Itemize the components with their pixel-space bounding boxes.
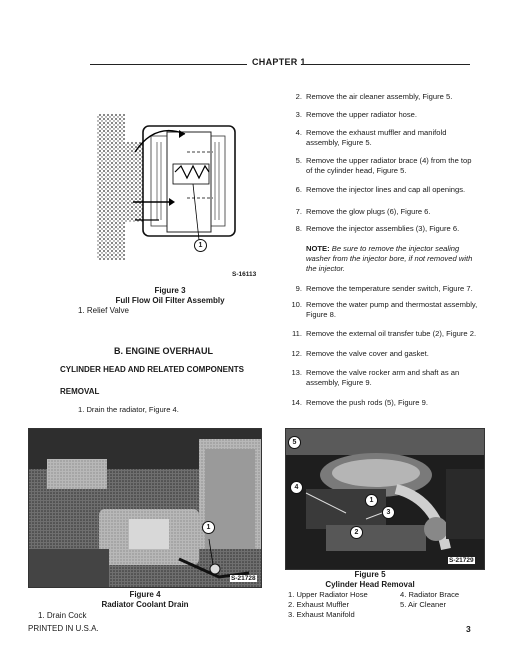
- oil-filter-drawing: [95, 102, 245, 260]
- figure4-callout-1: 1: [202, 521, 215, 534]
- note-text: Be sure to remove the injector sealing washer from the injector bore, if not removed with the injector.: [306, 244, 473, 273]
- figure3-illustration: [95, 102, 245, 260]
- figure5-callout-1: 1: [365, 494, 378, 507]
- figure4-title: Figure 4: [129, 590, 161, 599]
- figure4-subtitle: Radiator Coolant Drain: [101, 600, 189, 609]
- figure5-legend: [288, 590, 488, 622]
- figure5-callout-2: 2: [350, 526, 363, 539]
- figure5-photo: [285, 428, 485, 570]
- figure3-legend: 1. Relief Valve: [78, 306, 129, 315]
- figure5-title: Figure 5: [354, 570, 386, 579]
- step-13: 13. Remove the valve rocker arm and shaft as an assembly, Figure 9.: [291, 368, 460, 387]
- step-10: 10. Remove the water pump and thermostat assembly, Figure 8.: [291, 300, 478, 319]
- injector-note: [306, 244, 478, 274]
- figure4-legend: 1. Drain Cock: [38, 611, 87, 620]
- step-3: 3. Remove the upper radiator hose.: [295, 110, 418, 119]
- subsection-heading: CYLINDER HEAD AND RELATED COMPONENTS: [60, 365, 245, 374]
- step-6: 6. Remove the injector lines and cap all openings.: [295, 185, 466, 194]
- step-4: 4. Remove the exhaust muffler and manifold assembly, Figure 5.: [295, 128, 447, 147]
- figure4-ref: S-21728: [231, 575, 256, 582]
- figure5-legend-5: 5. Air Cleaner: [400, 600, 447, 609]
- step-9: 9. Remove the temperature sender switch, Figure 7.: [295, 284, 473, 293]
- section-heading: B. ENGINE OVERHAUL: [114, 346, 214, 356]
- figure5-legend-1: 1. Upper Radiator Hose: [288, 590, 368, 599]
- page-number: 3: [466, 624, 471, 634]
- removal-heading: REMOVAL: [60, 387, 100, 396]
- step-5: 5. Remove the upper radiator brace (4) from the top of the cylinder head, Figure 5.: [295, 156, 472, 175]
- figure3-callout-1: 1: [194, 239, 207, 252]
- note-label: NOTE:: [306, 244, 330, 253]
- step-7: 7. Remove the glow plugs (6), Figure 6.: [295, 207, 431, 216]
- step-12: 12. Remove the valve cover and gasket.: [291, 349, 429, 358]
- step-2: 2. Remove the air cleaner assembly, Figure 5.: [295, 92, 453, 101]
- cylinder-head-photo: [286, 429, 484, 569]
- figure5-legend-4: 4. Radiator Brace: [400, 590, 460, 599]
- header-rule-right: [302, 64, 470, 65]
- step-8: 8. Remove the injector assemblies (3), Figure 6.: [295, 224, 460, 233]
- footer-printed: PRINTED IN U.S.A.: [28, 624, 99, 633]
- figure5-callout-4: 4: [290, 481, 303, 494]
- header-rule-left: [90, 64, 247, 65]
- figure5-ref: S-21729: [449, 557, 474, 564]
- figure5-legend-2: 2. Exhaust Muffler: [288, 600, 350, 609]
- figure3-ref: S-16113: [232, 271, 257, 278]
- step-11: 11. Remove the external oil transfer tube (2), Figure 2.: [292, 329, 477, 338]
- radiator-drain-photo: [29, 429, 261, 587]
- figure5-subtitle: Cylinder Head Removal: [325, 580, 415, 589]
- figure5-legend-3: 3. Exhaust Manifold: [288, 610, 355, 619]
- figure5-callout-5: 5: [288, 436, 301, 449]
- step-14: 14. Remove the push rods (5), Figure 9.: [291, 398, 428, 407]
- figure3-subtitle: Full Flow Oil Filter Assembly: [115, 296, 225, 305]
- chapter-heading: CHAPTER 1: [252, 57, 306, 67]
- step-1: 1. Drain the radiator, Figure 4.: [78, 405, 179, 414]
- figure4-photo: [28, 428, 262, 588]
- figure3-title: Figure 3: [154, 286, 186, 295]
- figure5-callout-3: 3: [382, 506, 395, 519]
